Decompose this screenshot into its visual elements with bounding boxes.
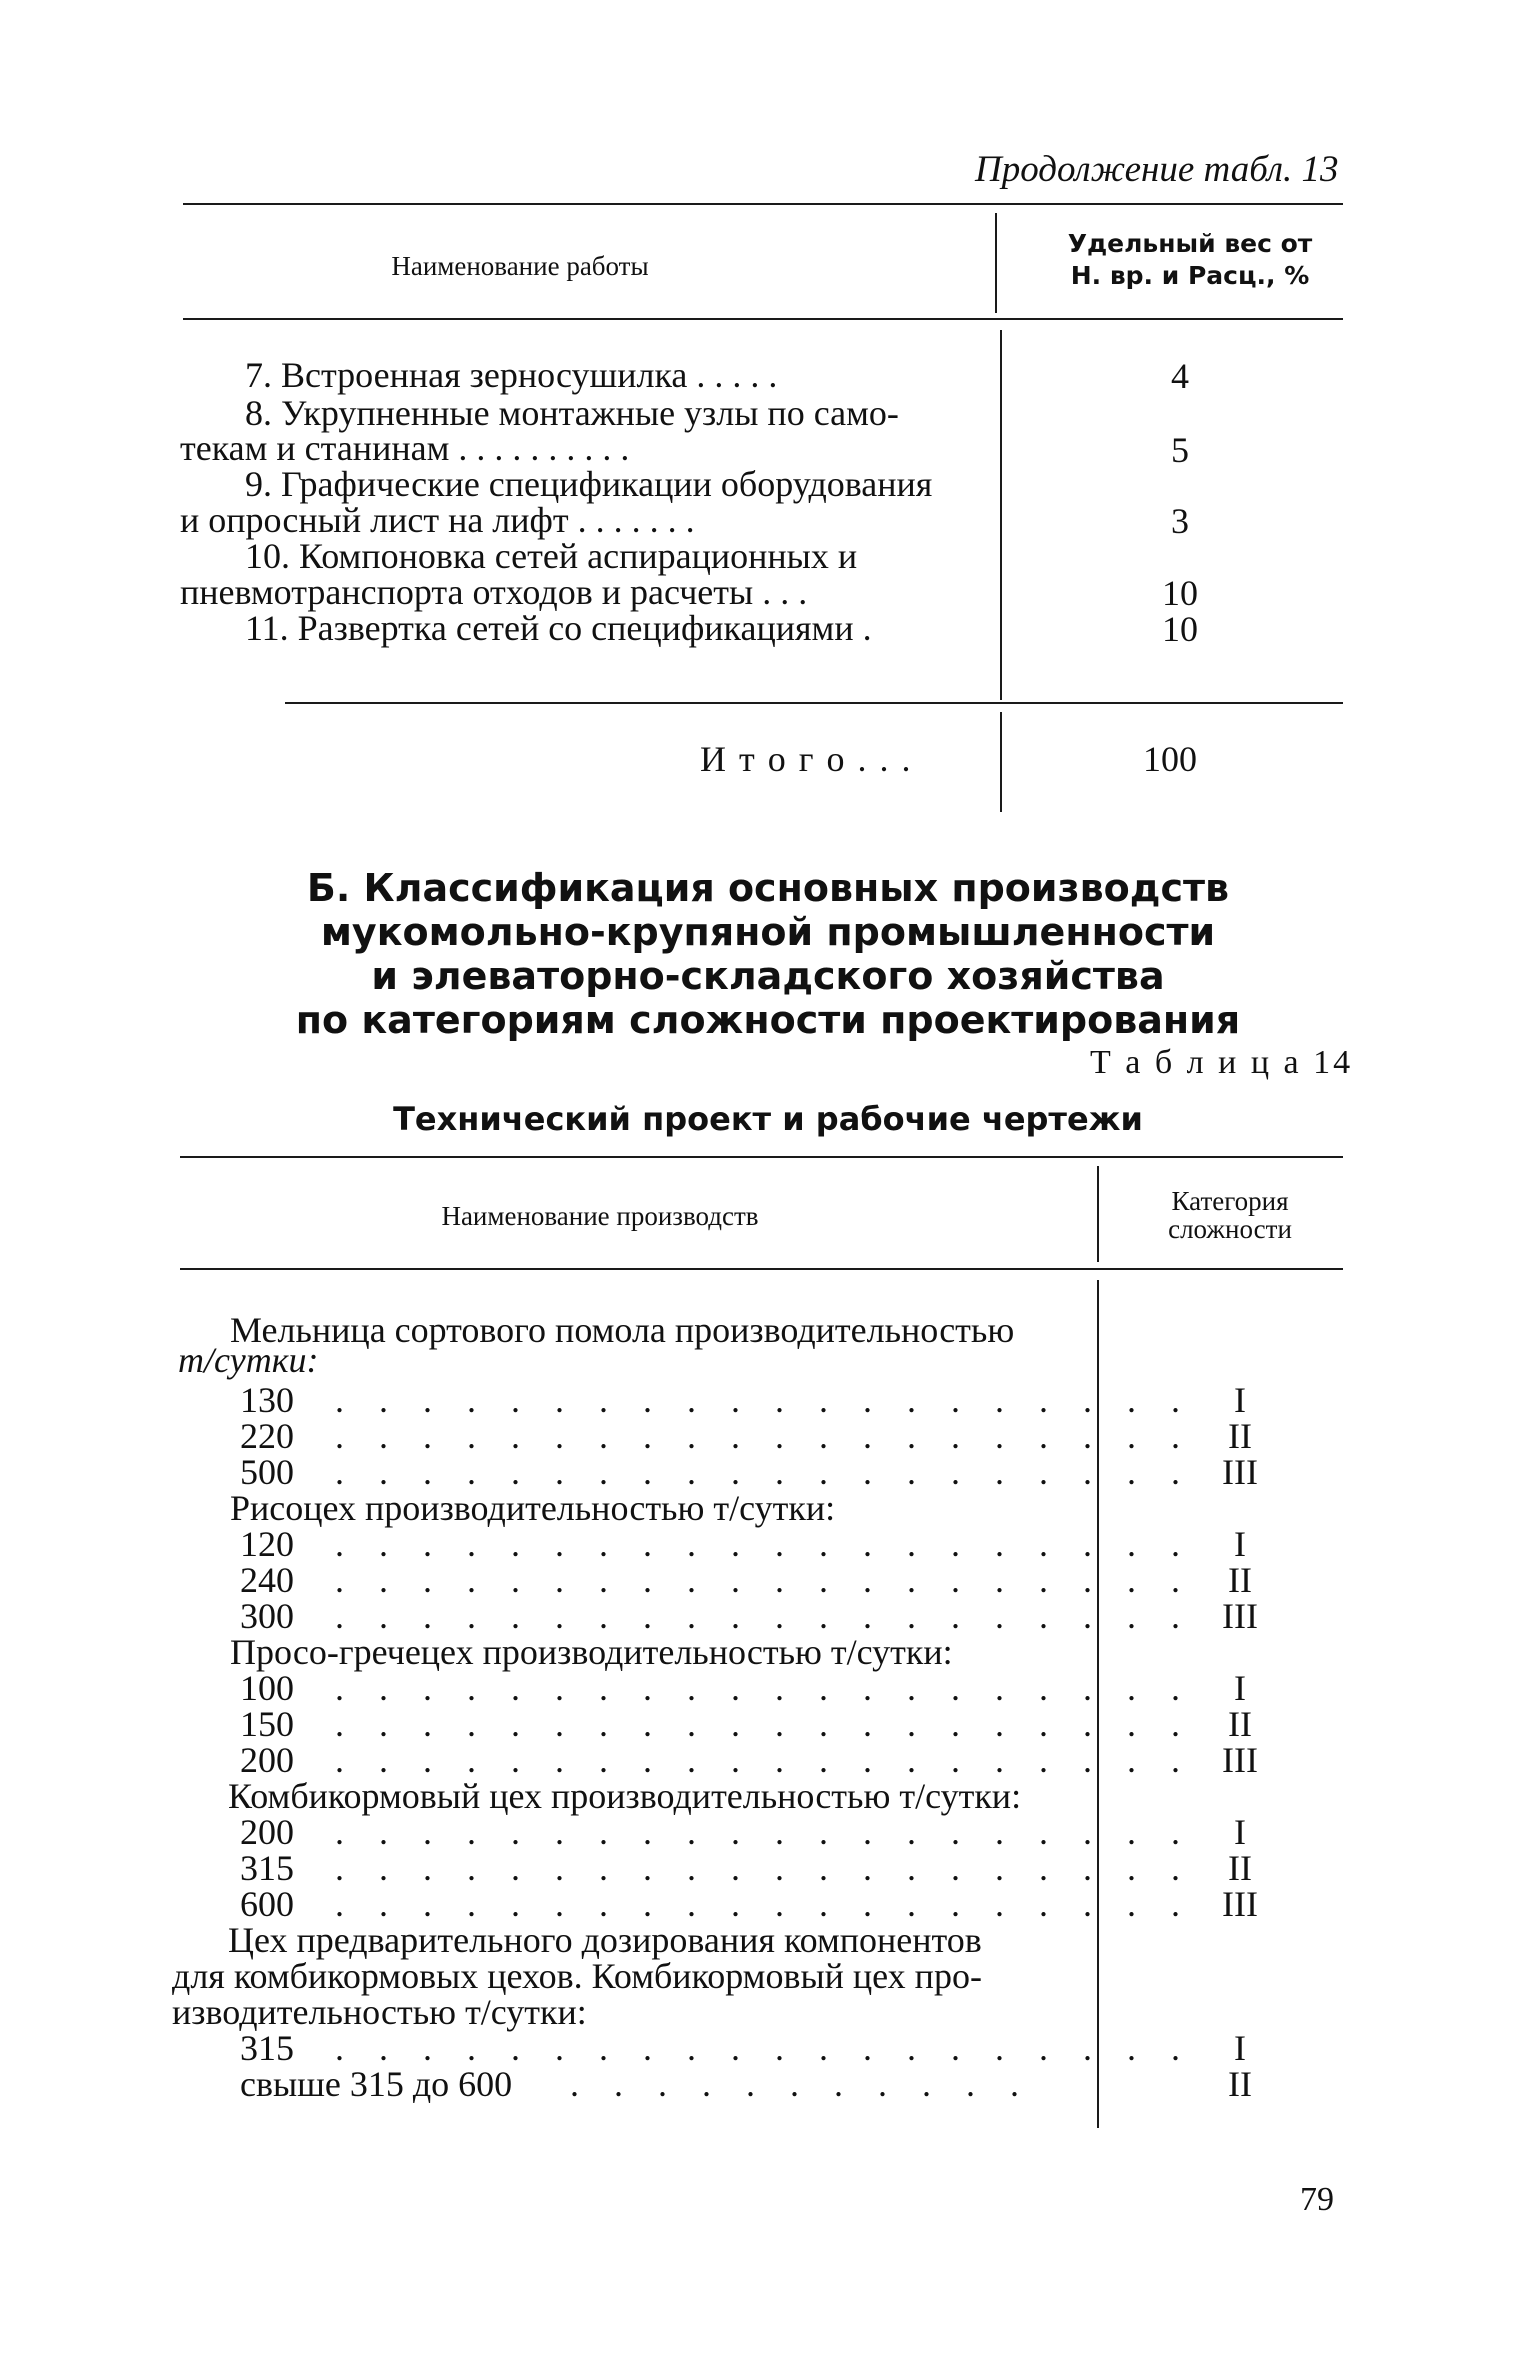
- leader-dots: . . . . . . . . . . . . . . . . . . . .: [335, 1596, 1193, 1636]
- table-row: [0, 1562, 1536, 1598]
- table13-top-rule: [183, 203, 1343, 205]
- table-row: [0, 2066, 1536, 2102]
- table13-col-weight-header-1: Удельный вес от: [1067, 229, 1313, 258]
- leader-dots: . . . . . . . . . . .: [570, 2064, 1032, 2104]
- leader-dots: . . . . . . . . . . . . . . . . . . . .: [335, 1560, 1193, 1600]
- table14-label: Т а б л и ц а 14: [1090, 1044, 1354, 1081]
- table14-header-rule: [180, 1268, 1343, 1270]
- group-title: для комбикормовых цехов. Комбикормовый цех про-: [172, 1956, 982, 1996]
- leader-dots: . . . . . . . . . . . . . . . . . . . .: [335, 1704, 1193, 1744]
- row-label: 120: [240, 1524, 294, 1564]
- table13-total-value: 100: [1143, 739, 1197, 779]
- table13-line: 11. Развертка сетей со спецификациями .: [245, 608, 872, 648]
- row-label: 130: [240, 1380, 294, 1420]
- table-row: [0, 1850, 1536, 1886]
- leader-dots: . . . . . . . . . . . . . . . . . . . .: [335, 1848, 1193, 1888]
- row-label: 240: [240, 1560, 294, 1600]
- leader-dots: . . . . . . . . . . . . . . . . . . . .: [335, 1416, 1193, 1456]
- table14-header-divider: [1097, 1166, 1099, 1262]
- table13-value: 10: [1162, 573, 1198, 613]
- row-category: III: [1222, 1740, 1258, 1780]
- leader-dots: . . . . . . . . . . . . . . . . . . . .: [335, 1380, 1193, 1420]
- table13-total-rule: [285, 702, 1343, 704]
- row-label: 315: [240, 2028, 294, 2068]
- table13-line: пневмотранспорта отходов и расчеты . . .: [180, 572, 808, 612]
- row-label: 200: [240, 1740, 294, 1780]
- table-row: [0, 1454, 1536, 1490]
- row-label: 220: [240, 1416, 294, 1456]
- table14-col-cat-header-1: Категория: [1171, 1186, 1289, 1216]
- row-label: 150: [240, 1704, 294, 1744]
- row-category: II: [1228, 1560, 1252, 1600]
- table13-value: 10: [1162, 609, 1198, 649]
- table13-value: 4: [1171, 356, 1189, 396]
- leader-dots: . . . . . . . . . . . . . . . . . . . .: [335, 1524, 1193, 1564]
- table14-col-name-header: Наименование производств: [441, 1201, 759, 1231]
- table14-top-rule: [180, 1156, 1343, 1158]
- table13-header-rule: [183, 318, 1343, 320]
- group-unit: т/сутки:: [178, 1340, 319, 1380]
- row-category: I: [1234, 1668, 1246, 1708]
- row-category: II: [1228, 1416, 1252, 1456]
- table13-line: 8. Укрупненные монтажные узлы по само-: [245, 393, 899, 433]
- row-category: II: [1228, 1848, 1252, 1888]
- group-title: Комбикормовый цех производительностью т/сутки:: [228, 1776, 1022, 1816]
- group-title: Просо-гречецех производительностью т/сутки:: [230, 1632, 953, 1672]
- table13-value: 3: [1171, 501, 1189, 541]
- section-title-line: Б. Классификация основных производств: [306, 866, 1230, 910]
- row-category: II: [1228, 2064, 1252, 2104]
- table-row: [0, 1526, 1536, 1562]
- row-category: I: [1234, 1524, 1246, 1564]
- row-category: III: [1222, 1452, 1258, 1492]
- table-row: [0, 1706, 1536, 1742]
- table13-header-divider: [995, 213, 997, 313]
- leader-dots: . . . . . . . . . . . . . . . . . . . .: [335, 1668, 1193, 1708]
- table13-total-divider: [1000, 712, 1002, 812]
- row-label: 100: [240, 1668, 294, 1708]
- table14-col-cat-header-2: сложности: [1168, 1214, 1292, 1244]
- section-title-line: по категориям сложности проектирования: [295, 998, 1241, 1042]
- table-row: [0, 1814, 1536, 1850]
- group-title: Мельница сортового помола производительностью: [230, 1310, 1015, 1350]
- group-title: Рисоцех производительностью т/сутки:: [230, 1488, 836, 1528]
- row-label: свыше 315 до 600: [240, 2064, 513, 2104]
- table-row: [0, 1598, 1536, 1634]
- table-row: [0, 1742, 1536, 1778]
- table-row: [0, 1886, 1536, 1922]
- table13-line: 9. Графические спецификации оборудования: [245, 464, 933, 504]
- group-title: изводительностью т/сутки:: [172, 1992, 587, 2032]
- row-category: III: [1222, 1596, 1258, 1636]
- page-number: 79: [1300, 2181, 1334, 2218]
- table13-line: текам и станинам . . . . . . . . . .: [180, 428, 630, 468]
- table13-line: 7. Встроенная зерносушилка . . . . .: [245, 355, 778, 395]
- row-label: 600: [240, 1884, 294, 1924]
- row-label: 315: [240, 1848, 294, 1888]
- leader-dots: . . . . . . . . . . . . . . . . . . . .: [335, 1452, 1193, 1492]
- leader-dots: . . . . . . . . . . . . . . . . . . . .: [335, 1812, 1193, 1852]
- row-label: 300: [240, 1596, 294, 1636]
- table-row: [0, 1670, 1536, 1706]
- row-category: II: [1228, 1704, 1252, 1744]
- row-category: I: [1234, 1380, 1246, 1420]
- table-row: [0, 2030, 1536, 2066]
- continuation-caption: Продолжение табл. 13: [975, 149, 1339, 190]
- table13-body-divider: [1000, 330, 1002, 700]
- row-category: I: [1234, 1812, 1246, 1852]
- section-title-line: мукомольно-крупяной промышленности: [320, 910, 1216, 954]
- table13-col-weight-header-2: Н. вр. и Расц., %: [1070, 261, 1310, 290]
- row-category: I: [1234, 2028, 1246, 2068]
- section-title-line: и элеваторно-складского хозяйства: [371, 954, 1165, 998]
- leader-dots: . . . . . . . . . . . . . . . . . . . .: [335, 1740, 1193, 1780]
- table13-line: 10. Компоновка сетей аспирационных и: [245, 536, 858, 576]
- row-category: III: [1222, 1884, 1258, 1924]
- leader-dots: . . . . . . . . . . . . . . . . . . . .: [335, 2028, 1193, 2068]
- table-row: [0, 1382, 1536, 1418]
- leader-dots: . . . . . . . . . . . . . . . . . . . .: [335, 1884, 1193, 1924]
- table13-value: 5: [1171, 430, 1189, 470]
- row-label: 200: [240, 1812, 294, 1852]
- table13-total-label: И т о г о . . .: [700, 739, 913, 779]
- row-label: 500: [240, 1452, 294, 1492]
- table13-col-name-header: Наименование работы: [391, 251, 649, 281]
- group-title: Цех предварительного дозирования компонентов: [228, 1920, 982, 1960]
- table13-line: и опросный лист на лифт . . . . . . .: [180, 500, 695, 540]
- table14-subtitle: Технический проект и рабочие чертежи: [393, 1100, 1143, 1138]
- table-row: [0, 1418, 1536, 1454]
